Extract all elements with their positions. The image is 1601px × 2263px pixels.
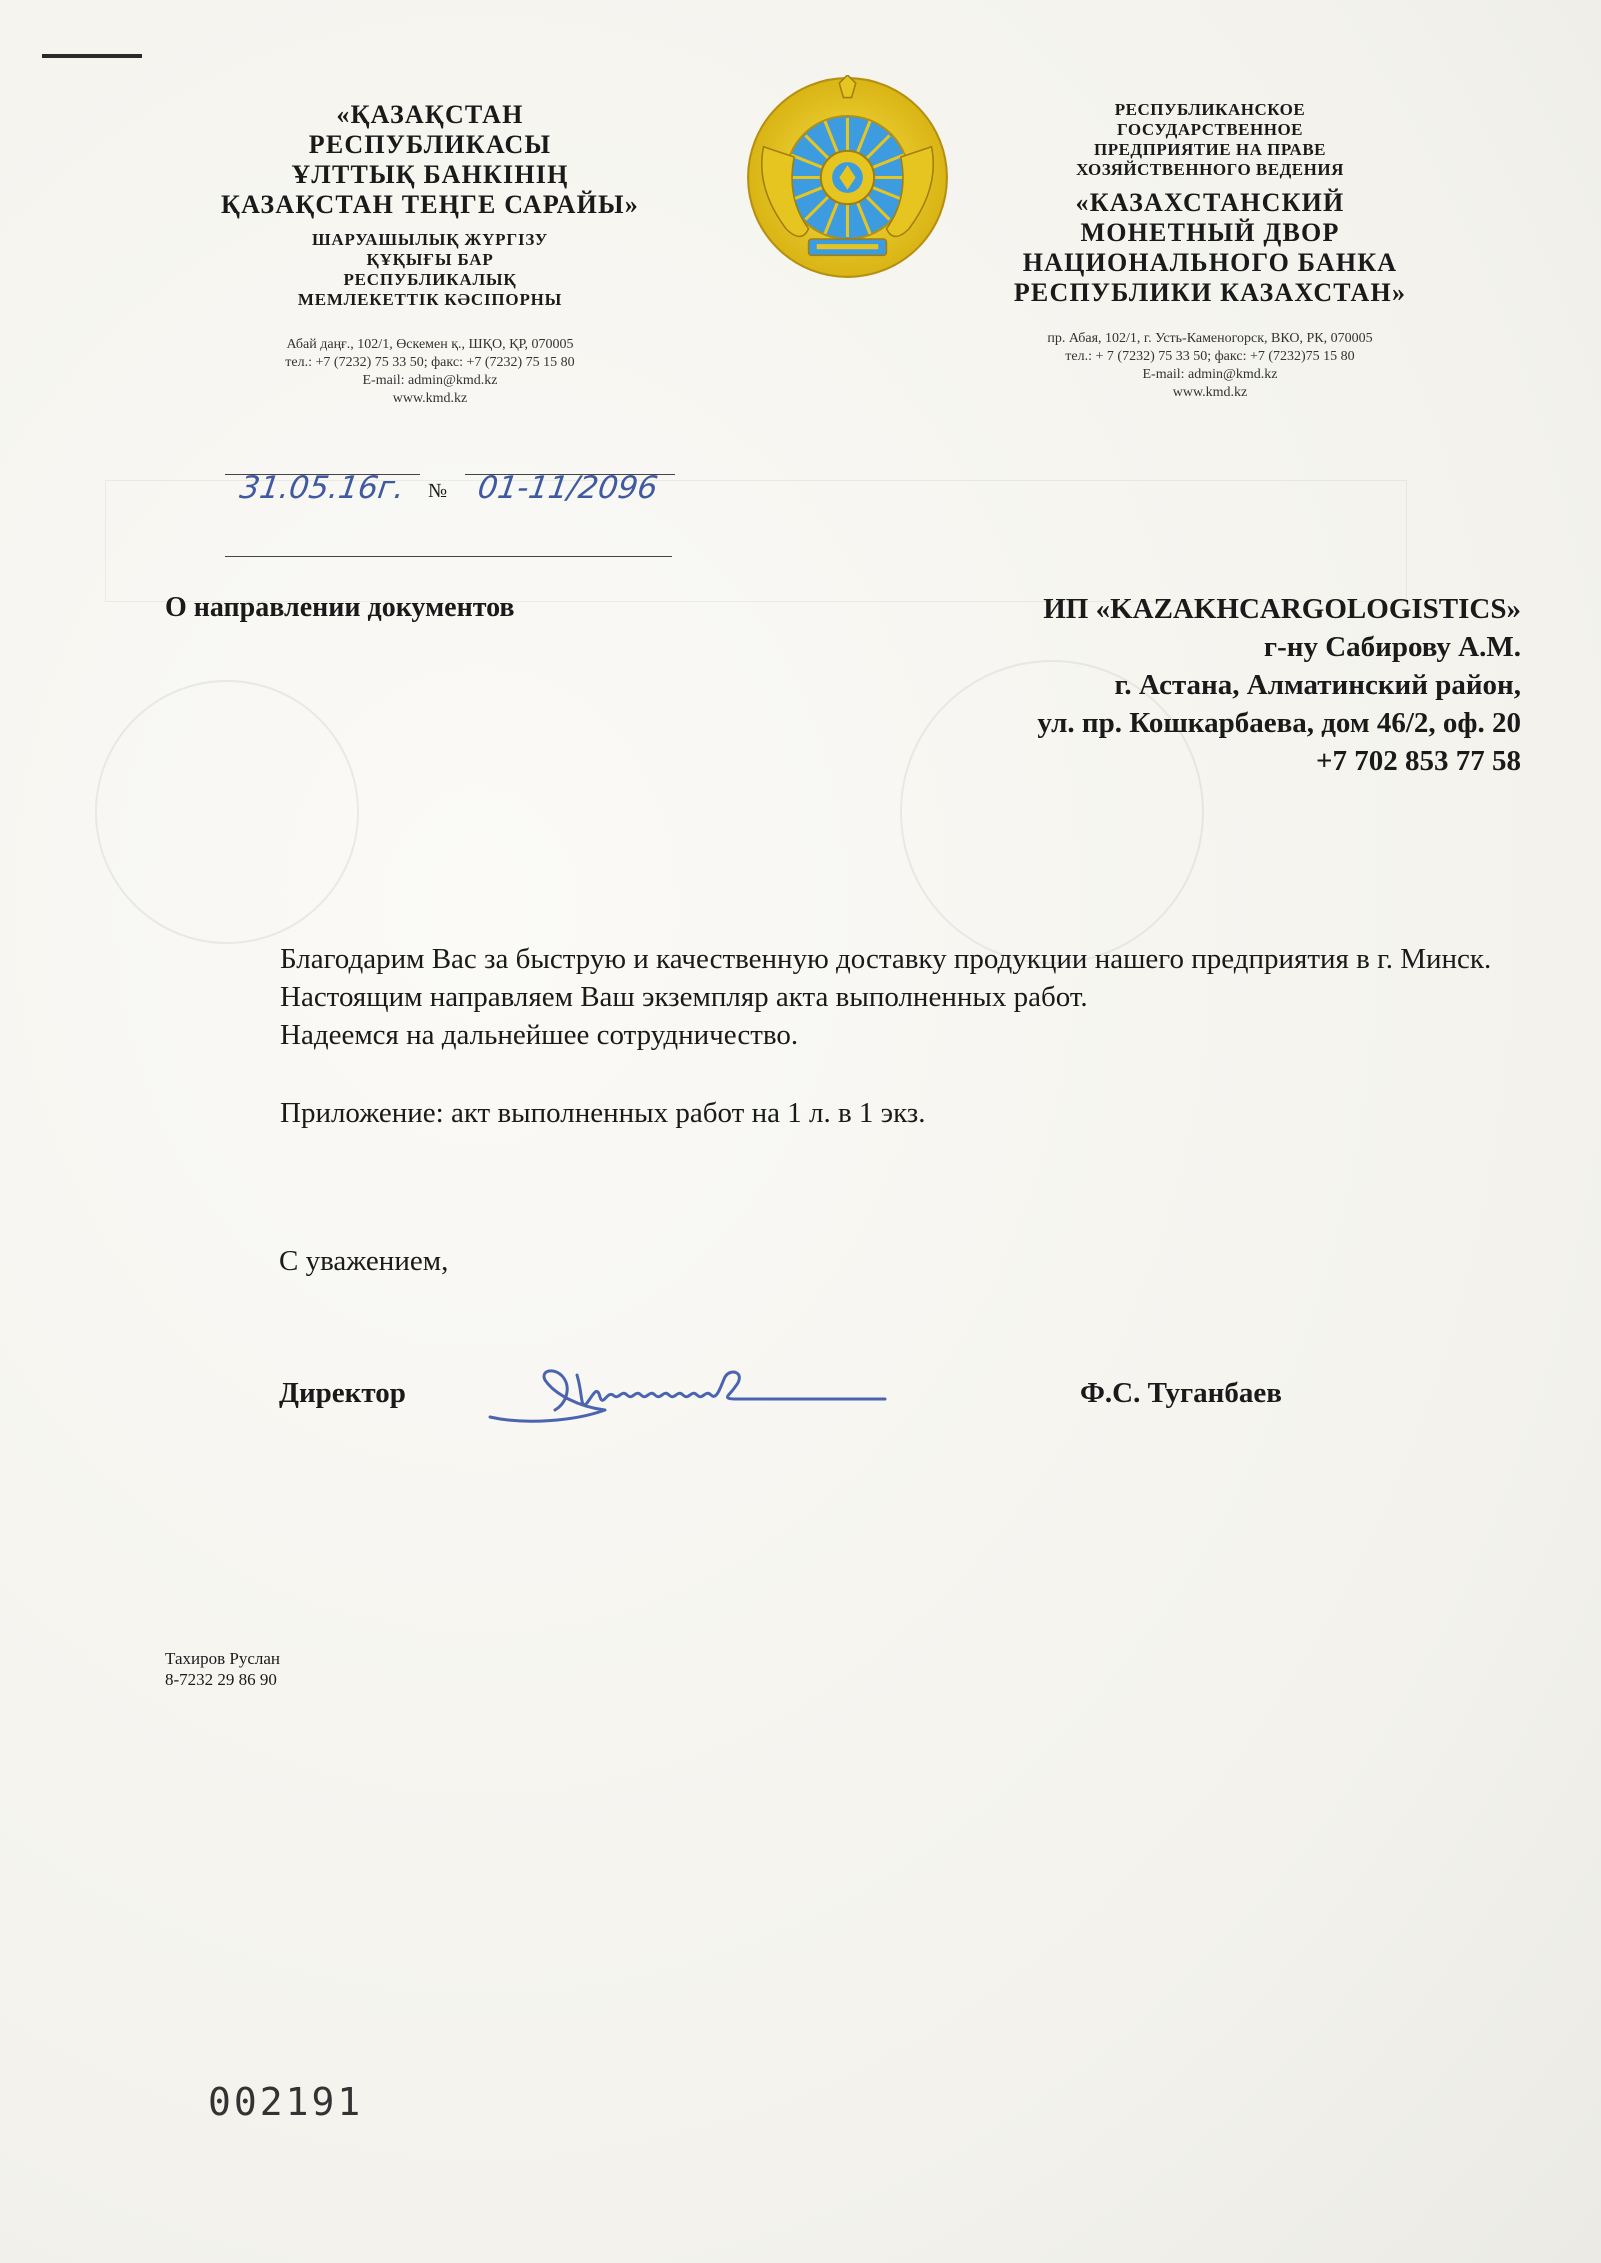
signatory-name: Ф.С. Туганбаев [1080, 1377, 1282, 1409]
header-kazakh [160, 100, 700, 408]
org-type-line: ПРЕДПРИЯТИЕ НА ПРАВЕ [1093, 140, 1327, 159]
org-type-line: РЕСПУБЛИКАЛЫҚ [343, 270, 517, 289]
body-paragraph: Благодарим Вас за быструю и качественную доставку продукции нашего предприятия в г. Минск. [280, 943, 1492, 975]
reference-blank-line [225, 556, 672, 557]
addressee-block [1037, 590, 1521, 780]
org-name-line: «КАЗАХСТАНСКИЙ [1075, 188, 1345, 217]
org-name-line: МОНЕТНЫЙ ДВОР [1080, 218, 1340, 247]
addressee-street: ул. пр. Кошкарбаева, дом 46/2, оф. 20 [1037, 707, 1521, 739]
body-paragraph: Надеемся на дальнейшее сотрудничество. [280, 1019, 799, 1051]
bleed-stamp-circle [95, 680, 359, 944]
org-type-line: РЕСПУБЛИКАНСКОЕ [1114, 100, 1306, 119]
executor-block [165, 1648, 280, 1690]
org-phone: тел.: +7 (7232) 75 33 50; факс: +7 (7232) 75 15 80 [285, 355, 575, 370]
header-russian [985, 100, 1435, 402]
org-name-line: «ҚАЗАҚСТАН [336, 100, 524, 129]
org-type-line: ХОЗЯЙСТВЕННОГО ВЕДЕНИЯ [1076, 160, 1344, 179]
org-address: пр. Абая, 102/1, г. Усть-Каменогорск, ВКО, РК, 070005 [1047, 331, 1373, 346]
addressee-company: ИП «KAZAKHCARGOLOGISTICS» [1043, 593, 1521, 625]
org-name-line: РЕСПУБЛИКИ КАЗАХСТАН» [1013, 278, 1407, 307]
org-phone: тел.: + 7 (7232) 75 33 50; факс: +7 (7232)75 15 80 [1065, 349, 1355, 364]
org-name-line: РЕСПУБЛИКАСЫ [308, 130, 552, 159]
org-type-line: МЕМЛЕКЕТТІК КӘСІПОРНЫ [297, 290, 563, 309]
handwritten-signature [485, 1355, 895, 1435]
body-paragraph: Настоящим направляем Ваш экземпляр акта выполненных работ. [280, 981, 1088, 1013]
letter-body [165, 940, 1532, 1132]
addressee-phone: +7 702 853 77 58 [1315, 745, 1521, 777]
registration-number-label: № [428, 480, 448, 502]
org-name-line: ҰЛТТЫҚ БАНКІНІҢ [291, 160, 569, 189]
attachment-line: Приложение: акт выполненных работ на 1 л. в 1 экз. [280, 1097, 926, 1129]
signatory-title: Директор [279, 1377, 406, 1409]
serial-number: 002191 [208, 2080, 364, 2124]
top-mark [42, 54, 142, 58]
registration-date: 31.05.16г. [237, 470, 407, 506]
org-name-line: НАЦИОНАЛЬНОГО БАНКА [1022, 248, 1398, 277]
executor-name: Тахиров Руслан [165, 1649, 281, 1668]
letter-subject: О направлении документов [165, 592, 515, 623]
org-website: www.kmd.kz [392, 391, 468, 406]
org-address: Абай даңғ., 102/1, Өскемен қ., ШҚО, ҚР, 070005 [286, 337, 574, 352]
org-type-line: ГОСУДАРСТВЕННОЕ [1117, 120, 1303, 139]
org-email: E-mail: admin@kmd.kz [1142, 367, 1278, 382]
closing-phrase: С уважением, [279, 1245, 449, 1277]
org-email: E-mail: admin@kmd.kz [362, 373, 498, 388]
registration-number: 01-11/2096 [475, 470, 660, 506]
org-name-line: ҚАЗАҚСТАН ТЕҢГЕ САРАЙЫ» [221, 190, 639, 219]
executor-phone: 8-7232 29 86 90 [165, 1670, 277, 1689]
org-type-line: ҚҰҚЫҒЫ БАР [366, 250, 494, 269]
addressee-city: г. Астана, Алматинский район, [1114, 669, 1521, 701]
org-type-line: ШАРУАШЫЛЫҚ ЖҮРГІЗУ [311, 230, 549, 249]
addressee-person: г-ну Сабирову А.М. [1263, 631, 1521, 663]
org-website: www.kmd.kz [1172, 385, 1248, 400]
state-emblem-icon [745, 75, 950, 280]
